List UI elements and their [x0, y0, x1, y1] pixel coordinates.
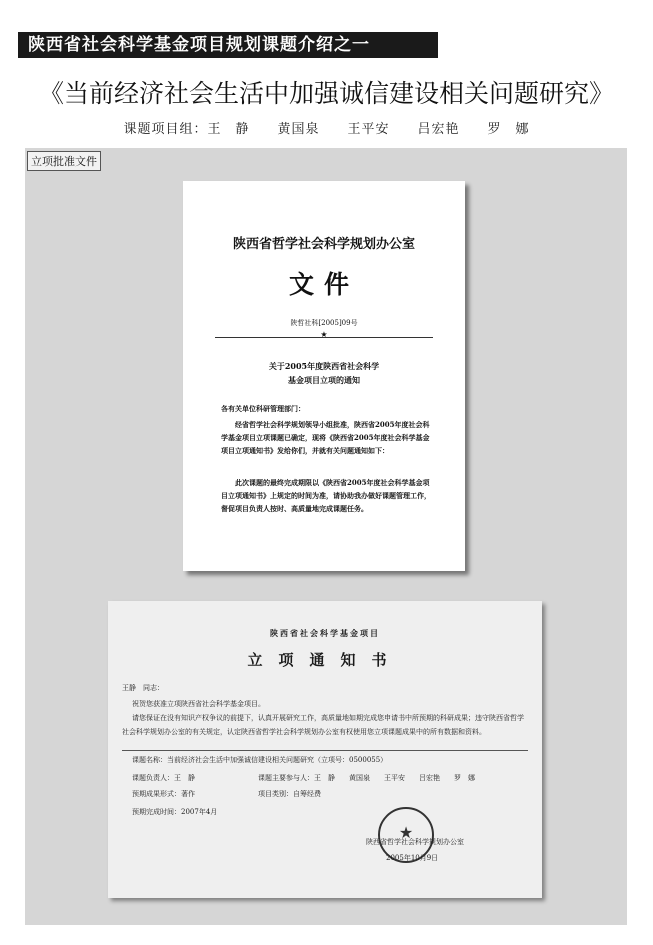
star-icon: ★ [320, 330, 328, 339]
certificate-paragraph-2: 请您保证在没有知识产权争议的前提下，认真开展研究工作，高质量地如期完成您申请书中所预期的科研成果；违守陕西省哲学社会科学规划办公室的有关规定，认定陕西省哲学社会科学规划办公室有权使用您立项课题成果中的所有数据和资料。 [122, 714, 524, 736]
notice-addressee: 各有关单位科研管理部门： [221, 404, 305, 413]
certificate-divider [122, 750, 528, 751]
notice-paragraph-2: 此次课题的最终完成期限以《陕西省2005年度社会科学基金项目立项通知书》上规定的时间为准，请协助我办做好课题管理工作，督促项目负责人按时、高质量地完成课题任务。 [221, 478, 431, 513]
seal-star-icon: ★ [398, 823, 414, 842]
series-banner: 陕西省社会科学基金项目规划课题介绍之一 [18, 32, 438, 58]
panel-label: 立项批准文件 [27, 151, 101, 171]
project-category: 项目类别：自筹经费 [258, 790, 321, 798]
project-leader: 课题负责人：王 静 [132, 774, 195, 782]
project-team: 课题项目组：王 静 黄国泉 王平安 吕宏艳 罗 娜 [123, 122, 530, 137]
notice-paragraph-1: 经省哲学社会科学规划领导小组批准，陕西省2005年度社会科学基金项目立项课题已确定，现将《陕西省2005年度社会科学基金项目立项通知书》发给你们，并就有关问题通知如下： [221, 420, 430, 455]
certificate-salutation: 王静 同志： [122, 684, 164, 692]
project-members: 课题主要参与人：王 静 黄国泉 王平安 吕宏艳 罗 娜 [258, 774, 475, 782]
issuing-office-signature: 陕西省哲学社会科学规划办公室 [366, 838, 464, 846]
outcome-form: 预期成果形式：著作 [132, 790, 195, 798]
certificate-paragraph-1: 祝贺您获准立项陕西省社会科学基金项目。 [132, 700, 265, 708]
certificate-title: 立项通知书 [247, 651, 403, 669]
issue-date: 2005年10月9日 [386, 854, 439, 862]
project-approval-certificate [108, 601, 542, 898]
completion-time: 预期完成时间：2007年4月 [132, 808, 218, 816]
document-number: 陕哲社科[2005]09号 [290, 319, 358, 327]
document-heading: 文件 [288, 270, 359, 299]
notice-subject [183, 359, 465, 387]
approval-notice-document [183, 181, 465, 571]
issuing-office: 陕西省哲学社会科学规划办公室 [232, 237, 415, 252]
notice-subject-line2: 基金项目立项的通知 [288, 375, 360, 385]
project-name: 课题名称：当前经济社会生活中加强诚信建设相关问题研究（立项号：0500055） [132, 756, 388, 764]
notice-subject-line1: 关于2005年度陕西省社会科学 [268, 361, 380, 371]
page-title: 《当前经济社会生活中加强诚信建设相关问题研究》 [38, 79, 614, 108]
certificate-header: 陕西省社会科学基金项目 [270, 628, 380, 638]
